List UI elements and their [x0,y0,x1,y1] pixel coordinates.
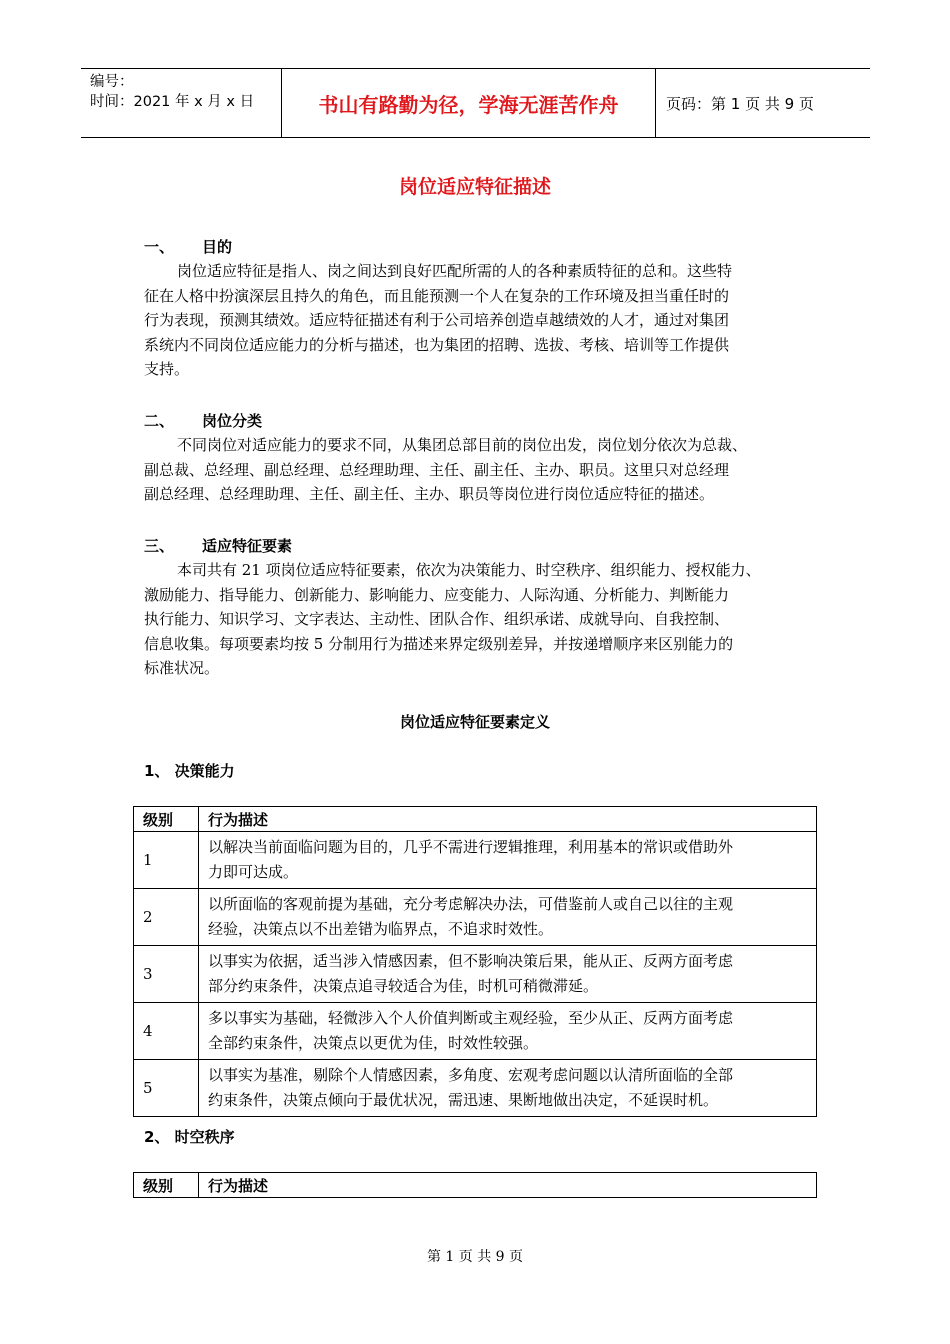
para-line: 行为表现，预测其绩效。适应特征描述有利于公司培养创造卓越绩效的人才，通过对集团 [144,311,730,330]
section-title: 岗位分类 [202,412,263,430]
desc-line: 力即可达成。 [208,863,299,881]
level-cell: 2 [134,889,199,946]
table-row [134,1003,817,1060]
desc-line: 以所面临的客观前提为基础，充分考虑解决办法，可借鉴前人或自己以往的主观 [208,895,734,913]
section-number: 三、 [144,537,175,555]
table-row [134,832,817,889]
para-line: 副总经理、总经理助理、主任、副主任、主办、职员等岗位进行岗位适应特征的描述。 [144,485,715,504]
section-number: 一、 [144,238,175,256]
desc-cell [199,832,817,889]
table-row [134,1060,817,1117]
document-title: 岗位适应特征描述 [398,176,551,198]
header-number: 编号： [90,74,134,90]
desc-cell [199,946,817,1003]
decision-ability-table [133,806,817,1117]
section-heading-classification [144,410,262,431]
level-cell: 3 [134,946,199,1003]
table-header-row [134,1173,817,1198]
col-header-desc: 行为描述 [199,1173,817,1198]
header-meta [81,69,282,137]
desc-line: 经验，决策点以不出差错为临界点，不追求时效性。 [208,920,554,938]
section-title: 目的 [202,238,233,256]
level-cell: 5 [134,1060,199,1117]
time-order-table [133,1172,817,1198]
definitions-title: 岗位适应特征要素定义 [399,713,550,731]
para-line: 信息收集。每项要素均按 5 分制用行为描述来界定级别差异，并按递增顺序来区别能力的 [144,634,734,653]
level-cell: 4 [134,1003,199,1060]
table-row [134,946,817,1003]
desc-line: 约束条件，决策点倾向于最优状况，需迅速、果断地做出决定，不延误时机。 [208,1091,719,1109]
section-body-purpose [144,259,820,382]
para-line: 不同岗位对适应能力的要求不同，从集团总部目前的岗位出发，岗位划分依次为总裁、 [177,436,748,454]
item-heading-time-order: 2、 时空秩序 [144,1128,235,1146]
section-number: 二、 [144,412,175,430]
para-line: 执行能力、知识学习、文字表达、主动性、团队合作、组织承诺、成就导向、自我控制、 [144,610,730,629]
section-body-classification [144,433,820,507]
para-line: 标准状况。 [144,659,220,678]
desc-line: 以解决当前面临问题为目的，几乎不需进行逻辑推理，利用基本的常识或借助外 [208,838,734,856]
desc-cell [199,1003,817,1060]
para-line: 副总裁、总经理、副总经理、总经理助理、主任、副主任、主办、职员。这里只对总经理 [144,460,730,479]
desc-line: 以事实为依据，适当涉入情感因素，但不影响决策后果，能从正、反两方面考虑 [208,952,734,970]
page-footer: 第 1 页 共 9 页 [426,1249,524,1265]
para-line: 征在人格中扮演深层且持久的角色，而且能预测一个人在复杂的工作环境及担当重任时的 [144,286,730,305]
item-heading-decision: 1、 决策能力 [144,762,235,780]
table-row [134,889,817,946]
para-line: 本司共有 21 项岗位适应特征要素，依次为决策能力、时空秩序、组织能力、授权能力、 [177,561,761,579]
desc-line: 以事实为基准，剔除个人情感因素，多角度、宏观考虑问题以认清所面临的全部 [208,1066,734,1084]
level-cell: 1 [134,832,199,889]
table-header-row [134,807,817,832]
para-line: 岗位适应特征是指人、岗之间达到良好匹配所需的人的各种素质特征的总和。这些特 [177,262,733,280]
col-header-level: 级别 [134,807,199,832]
para-line: 系统内不同岗位适应能力的分析与描述，也为集团的招聘、选拔、考核、培训等工作提供 [144,335,730,354]
desc-line: 全部约束条件，决策点以更优为佳，时效性较强。 [208,1034,539,1052]
desc-cell [199,889,817,946]
header-motto: 书山有路勤为径，学海无涯苦作舟 [282,69,656,137]
desc-cell [199,1060,817,1117]
desc-line: 部分约束条件，决策点追寻较适合为佳，时机可稍微滞延。 [208,977,599,995]
desc-line: 多以事实为基础，轻微涉入个人价值判断或主观经验，至少从正、反两方面考虑 [208,1009,734,1027]
header-page-info: 页码：第 1 页 共 9 页 [666,94,814,113]
section-heading-purpose [144,236,232,257]
para-line: 激励能力、指导能力、创新能力、影响能力、应变能力、人际沟通、分析能力、判断能力 [144,585,730,604]
section-heading-elements [144,535,292,556]
header-time: 时间：2021 年 x 月 x 日 [90,94,255,110]
page-header [81,68,870,138]
col-header-desc: 行为描述 [199,807,817,832]
col-header-level: 级别 [134,1173,199,1198]
section-body-elements [144,558,820,681]
para-line: 支持。 [144,360,190,379]
section-title: 适应特征要素 [202,537,293,555]
